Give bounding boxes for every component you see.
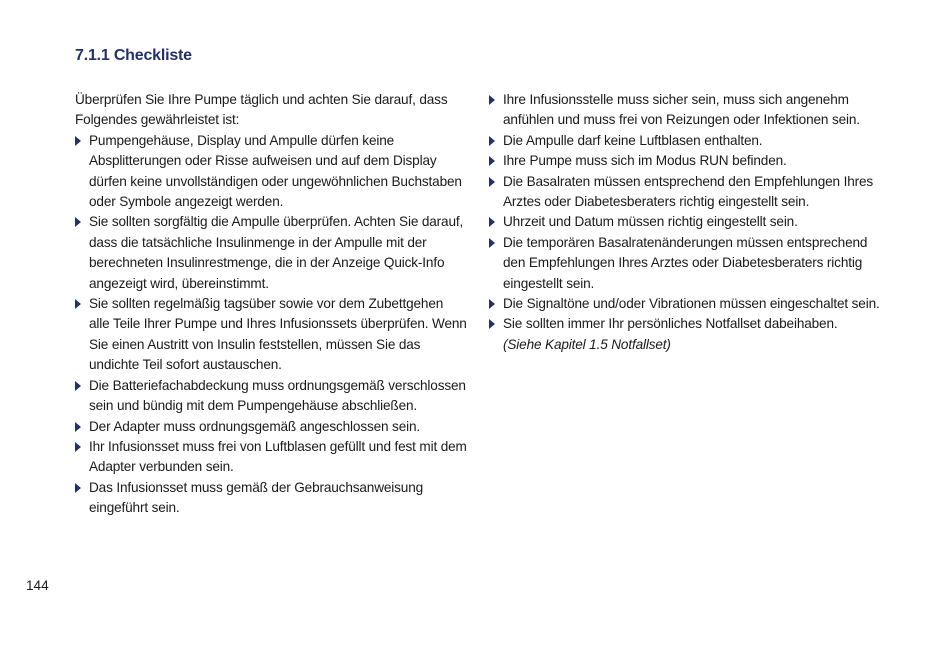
list-item-text: Ihre Pumpe muss sich im Modus RUN befinden. xyxy=(503,153,787,169)
list-item xyxy=(489,294,884,314)
triangle-right-icon xyxy=(75,136,81,146)
list-item xyxy=(489,151,884,171)
list-item xyxy=(75,212,467,294)
triangle-right-icon xyxy=(489,95,495,105)
list-item-text: Ihre Infusionsstelle muss sicher sein, muss sich angenehm anfühlen und muss frei von Reizungen oder Infektionen sein. xyxy=(503,92,860,128)
page-number: 144 xyxy=(26,578,49,593)
list-item-text: Ihr Infusionsset muss frei von Luftblasen gefüllt und fest mit dem Adapter verbunden sein. xyxy=(89,438,467,475)
intro-text: Überprüfen Sie Ihre Pumpe täglich und achten Sie darauf, dass Folgendes gewährleistet ist: xyxy=(75,92,448,128)
list-item xyxy=(75,294,467,376)
list-item-text: Sie sollten regelmäßig tagsüber sowie vor dem Zubettgehen alle Teile Ihrer Pumpe und Ihres Infusionssets überprüfen. Wenn Sie einen Austritt von Insulin feststellen, müssen Sie das undichte Teil sofort austauschen. xyxy=(89,296,467,373)
list-item-text: Pumpengehäuse, Display und Ampulle dürfen keine Absplitterungen oder Risse aufweisen und auf dem Display dürfen keine unvollständigen oder ungewöhnlichen Buchstaben oder Symbole angezeigt werden. xyxy=(89,132,462,210)
right-column xyxy=(489,90,884,355)
triangle-right-icon xyxy=(489,299,495,309)
list-item xyxy=(489,314,884,355)
triangle-right-icon xyxy=(75,442,81,452)
list-item xyxy=(75,417,467,437)
section-heading: 7.1.1 Checkliste xyxy=(75,47,192,64)
list-item xyxy=(489,131,884,151)
triangle-right-icon xyxy=(489,238,495,248)
list-item-text: Die Signaltöne und/oder Vibrationen müssen eingeschaltet sein. xyxy=(503,296,880,312)
list-item-text: Die Batteriefachabdeckung muss ordnungsgemäß verschlossen sein und bündig mit dem Pumpengehäuse abschließen. xyxy=(89,377,466,414)
triangle-right-icon xyxy=(489,177,495,187)
left-column xyxy=(75,90,467,519)
triangle-right-icon xyxy=(75,217,81,227)
list-item xyxy=(75,478,467,519)
list-item-text: Der Adapter muss ordnungsgemäß angeschlossen sein. xyxy=(89,418,421,434)
list-item-text: Uhrzeit und Datum müssen richtig eingestellt sein. xyxy=(503,214,798,230)
right-checklist xyxy=(489,90,884,355)
left-checklist xyxy=(75,131,467,519)
list-item xyxy=(489,172,884,213)
list-item-text: Die temporären Basalratenänderungen müssen entsprechend den Empfehlungen Ihres Arztes oder Diabetesberaters richtig eingestellt sein. xyxy=(503,234,868,291)
list-item xyxy=(489,90,884,131)
list-item-text: Sie sollten immer Ihr persönliches Notfallset dabeihaben. xyxy=(503,316,838,332)
list-item-text: Die Ampulle darf keine Luftblasen enthalten. xyxy=(503,132,763,148)
triangle-right-icon xyxy=(75,299,81,309)
list-item xyxy=(489,233,884,294)
list-item-text: Das Infusionsset muss gemäß der Gebrauchsanweisung eingeführt sein. xyxy=(89,479,424,516)
list-item xyxy=(489,212,884,232)
triangle-right-icon xyxy=(489,319,495,329)
triangle-right-icon xyxy=(489,217,495,227)
list-item xyxy=(75,376,467,417)
list-item xyxy=(75,131,467,213)
list-item-text: Sie sollten sorgfältig die Ampulle überprüfen. Achten Sie darauf, dass die tatsächliche Insulinmenge in der Ampulle mit der berechneten Insulinrestmenge, die in der Anzeige Quick-Info angezeigt wird, übereinstimmt. xyxy=(89,214,464,291)
triangle-right-icon xyxy=(75,483,81,493)
triangle-right-icon xyxy=(489,156,495,166)
chapter-reference: (Siehe Kapitel 1.5 Notfallset) xyxy=(503,336,671,352)
triangle-right-icon xyxy=(489,136,495,146)
list-item-text: Die Basalraten müssen entsprechend den Empfehlungen Ihres Arztes oder Diabetesberaters richtig eingestellt sein. xyxy=(503,173,874,210)
triangle-right-icon xyxy=(75,381,81,391)
list-item xyxy=(75,437,467,478)
triangle-right-icon xyxy=(75,422,81,432)
